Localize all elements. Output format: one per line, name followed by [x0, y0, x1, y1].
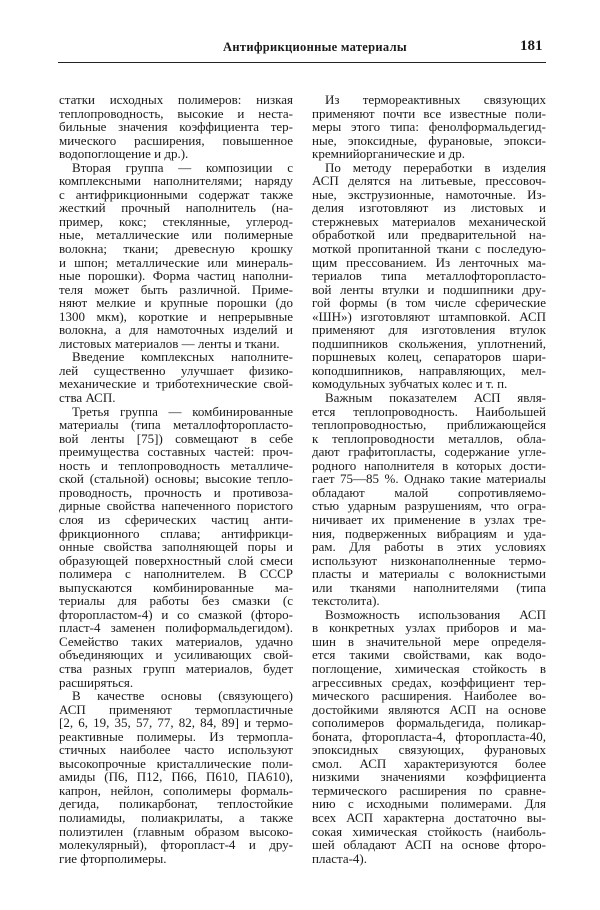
text-line: полиамиды, полиакрилаты, а также: [59, 809, 293, 825]
text-line: объединяющих и усиливающих свой-: [59, 647, 293, 663]
text-line: и шпон; металлические или минераль-: [59, 254, 293, 270]
text-line: подшипников скольжения, уплотнений,: [312, 335, 546, 351]
text-line: «ШН») изготовляют штамповкой. АСП: [312, 308, 546, 324]
text-line: ства АСП.: [59, 390, 116, 406]
text-line: фрикционного сплава; антифрикци-: [59, 525, 293, 541]
text-line: мического расширения. Наиболее во-: [312, 688, 546, 704]
text-line: ничивает их применение в узлах тре-: [312, 511, 546, 527]
text-line: гой формы (в том числе сферические: [312, 295, 546, 311]
text-line: слоя из сферических частиц анти-: [59, 511, 293, 527]
text-line: расширяться.: [59, 674, 134, 690]
text-line: к теплопроводности металлов, обла-: [312, 430, 546, 446]
text-line: преимущества составных частей: проч-: [59, 444, 293, 460]
text-line: гие фторполимеры.: [59, 850, 167, 866]
text-line: стичных наиболее часто используют: [59, 742, 293, 758]
text-line: родного наполнителя в которых дости-: [312, 457, 546, 473]
text-line: нию с исходными полимерами. Для: [312, 796, 546, 812]
text-line: щим прессованием. Из ленточных ма-: [312, 254, 546, 270]
text-line: дают графитопласты, содержание угле-: [312, 444, 546, 460]
paragraph: [312, 93, 546, 161]
text-line: меры этого типа: фенолформальдегид-: [312, 119, 546, 135]
text-line: низкими значениями коэффициента: [312, 769, 546, 785]
text-line: достойкими являются АСП на основе: [312, 701, 546, 717]
paragraph: [59, 161, 293, 351]
text-line: в конкретных узлах приборов и ма-: [312, 620, 546, 636]
text-line: или тканями наполнителями (типа: [312, 579, 546, 595]
text-line: обработкой или предварительной на-: [312, 227, 546, 243]
text-line: реактивные полимеры. Из термопла-: [59, 728, 293, 744]
text-line: ные, металлические или полимерные: [59, 227, 293, 243]
text-line: стержневых материалов механической: [312, 213, 546, 229]
text-line: бильные значения коэффициента тер-: [59, 119, 293, 135]
text-line: пласт-4 заменен полиформальдегидом).: [59, 620, 293, 636]
text-line: всех АСП характерна достаточно вы-: [312, 809, 546, 825]
text-line: комодульных зубчатых колес и т. п.: [312, 376, 508, 392]
paragraph: [59, 405, 293, 689]
text-line: полиэтилен (главным образом высоко-: [59, 823, 293, 839]
text-line: ется теплопроводность. Наибольшей: [312, 403, 546, 419]
text-line: листовых материалов — ленты и ткани.: [59, 335, 280, 351]
text-line: Введение комплексных наполните-: [72, 349, 293, 365]
text-line: ные, эпоксидные, фурановые, эпокси-: [312, 132, 546, 148]
right-text-column: [312, 93, 546, 865]
paragraph: [59, 689, 293, 865]
text-line: ные порошки). Форма частиц наполни-: [59, 268, 293, 284]
text-line: пример, кокс; стеклянные, углерод-: [59, 213, 293, 229]
text-line: текстолита).: [312, 593, 380, 609]
text-line: кремнийорганические и др.: [312, 146, 465, 162]
text-line: вой ленты втулки и подшипники дру-: [312, 281, 546, 297]
header-rule: [58, 62, 546, 63]
text-line: стью ударным разрушениям, что огра-: [312, 498, 546, 514]
text-line: дирные свойства напеченного пористого: [59, 498, 293, 514]
text-line: пласта-4).: [312, 850, 368, 866]
text-line: применяют почти все известные поли-: [312, 105, 546, 121]
text-line: поршневых колец, сепараторов шари-: [312, 349, 546, 365]
text-line: теля может быть различной. Приме-: [59, 281, 293, 297]
paragraph: [312, 391, 546, 608]
text-line: высокопрочные кристаллические поли-: [59, 755, 293, 771]
text-line: В качестве основы (связующего): [72, 688, 293, 704]
text-line: термического расширения по сравне-: [312, 782, 546, 798]
paragraph: [59, 350, 293, 404]
text-line: пласты и материалы с волокнистыми: [312, 566, 546, 582]
text-line: Вторая группа — композиции с: [72, 159, 293, 175]
text-line: эпоксидных связующих, фурановых: [312, 742, 546, 758]
text-line: механические и триботехнические свой-: [59, 376, 293, 392]
text-line: ные, экструзионные, намоточные. Из-: [312, 186, 546, 202]
text-line: агрессивных средах, коэффициент тер-: [312, 674, 546, 690]
text-line: применяют для изготовления втулок: [312, 322, 546, 338]
text-line: лей существенно улучшает физико-: [59, 362, 293, 378]
text-line: мического расширения, повышенное: [59, 132, 293, 148]
text-line: делия изготовляют из листовых и: [312, 200, 546, 216]
text-line: Третья группа — комбинированные: [72, 403, 293, 419]
text-line: сокая химическая стойкость (наиболь-: [312, 823, 546, 839]
text-line: капрон, нейлон, сополимеры формаль-: [59, 782, 293, 798]
text-line: ния, подверженных вибрациям и уда-: [312, 525, 546, 541]
text-line: боната, фторопласта-4, фторопласта-40,: [312, 728, 546, 744]
text-line: АСП делятся на литьевые, прессовоч-: [312, 173, 546, 189]
text-line: Важным показателем АСП явля-: [325, 390, 546, 406]
text-line: волокна, а для намоточных изделий и: [59, 322, 293, 338]
text-line: ской (стальной) основы; высокие тепло-: [59, 471, 293, 487]
text-line: По методу переработки в изделия: [325, 159, 546, 175]
text-line: Возможность использования АСП: [325, 606, 546, 622]
text-line: смол. АСП характеризуются более: [312, 755, 546, 771]
text-line: коподшипников, направляющих, мел-: [312, 362, 546, 378]
text-line: вой ленты [75]) совмещают в себе: [59, 430, 293, 446]
text-line: шин в значительной мере определя-: [312, 633, 546, 649]
text-line: проводность, прочность и противоза-: [59, 484, 293, 500]
text-line: поглощение, химическая стойкость в: [312, 660, 546, 676]
text-line: амиды (П6, П12, П66, П610, ПА610),: [59, 769, 293, 785]
text-line: выпускаются комбинированные ма-: [59, 579, 293, 595]
text-line: ства разных групп материалов, будет: [59, 660, 293, 676]
left-text-column: [59, 93, 293, 865]
text-line: рам. Для работы в этих условиях: [312, 539, 546, 555]
text-line: теплопроводностью, приближающейся: [312, 417, 546, 433]
paragraph: [59, 93, 293, 161]
text-line: Семейство таких материалов, удачно: [59, 633, 293, 649]
text-line: няют мелкие и крупные порошки (до: [59, 295, 293, 311]
text-line: обладают малой сопротивляемо-: [312, 484, 546, 500]
text-line: Из термореактивных связующих: [325, 92, 546, 107]
text-line: териалов типа металлофторопласто-: [312, 268, 546, 284]
text-line: шей обладают АСП на основе фторо-: [312, 837, 546, 853]
text-line: жесткий прочный наполнитель (на-: [59, 200, 293, 216]
text-line: онные свойства заполняющей поры и: [59, 539, 293, 555]
text-line: образующей поверхностный слой смеси: [59, 552, 293, 568]
text-line: статки исходных полимеров: низкая: [59, 92, 293, 107]
text-line: ность и теплопроводность металличе-: [59, 457, 293, 473]
text-line: сополимеров формальдегида, поликар-: [312, 715, 546, 731]
text-line: водопоглощение и др.).: [59, 146, 189, 162]
text-line: моткой пропитанной ткани с последую-: [312, 241, 546, 257]
text-line: ется такими свойствами, как водо-: [312, 647, 546, 663]
text-line: фторопластом-4) и со смазкой (фторо-: [59, 606, 293, 622]
text-line: используют низконаполненные термо-: [312, 552, 546, 568]
text-line: териалы для работы без смазки (с: [59, 593, 293, 609]
paragraph: [312, 161, 546, 391]
text-line: [2, 6, 19, 35, 57, 77, 82, 84, 89] и термо-: [59, 715, 293, 731]
text-line: дегида, поликарбонат, теплостойкие: [59, 796, 293, 812]
text-line: с антифрикционными содержат также: [59, 186, 293, 202]
text-line: АСП применяют термопластичные: [59, 701, 293, 717]
running-header-title: Антифрикционные материалы: [223, 40, 407, 54]
text-line: теплопроводность, высокие и неста-: [59, 105, 293, 121]
text-line: гает 75—85 %. Однако такие материалы: [312, 471, 546, 487]
text-line: молекулярный), фторопласт-4 и дру-: [59, 837, 293, 853]
paragraph: [312, 608, 546, 865]
text-line: волокна; ткани; древесную крошку: [59, 241, 293, 257]
page-number: 181: [520, 38, 543, 54]
text-line: комплексными наполнителями; наряду: [59, 173, 293, 189]
text-line: материалы (типа металлофторопласто-: [59, 417, 293, 433]
text-line: 1300 мкм), короткие и непрерывные: [59, 308, 293, 324]
text-line: полимера с наполнителем. В СССР: [59, 566, 293, 582]
